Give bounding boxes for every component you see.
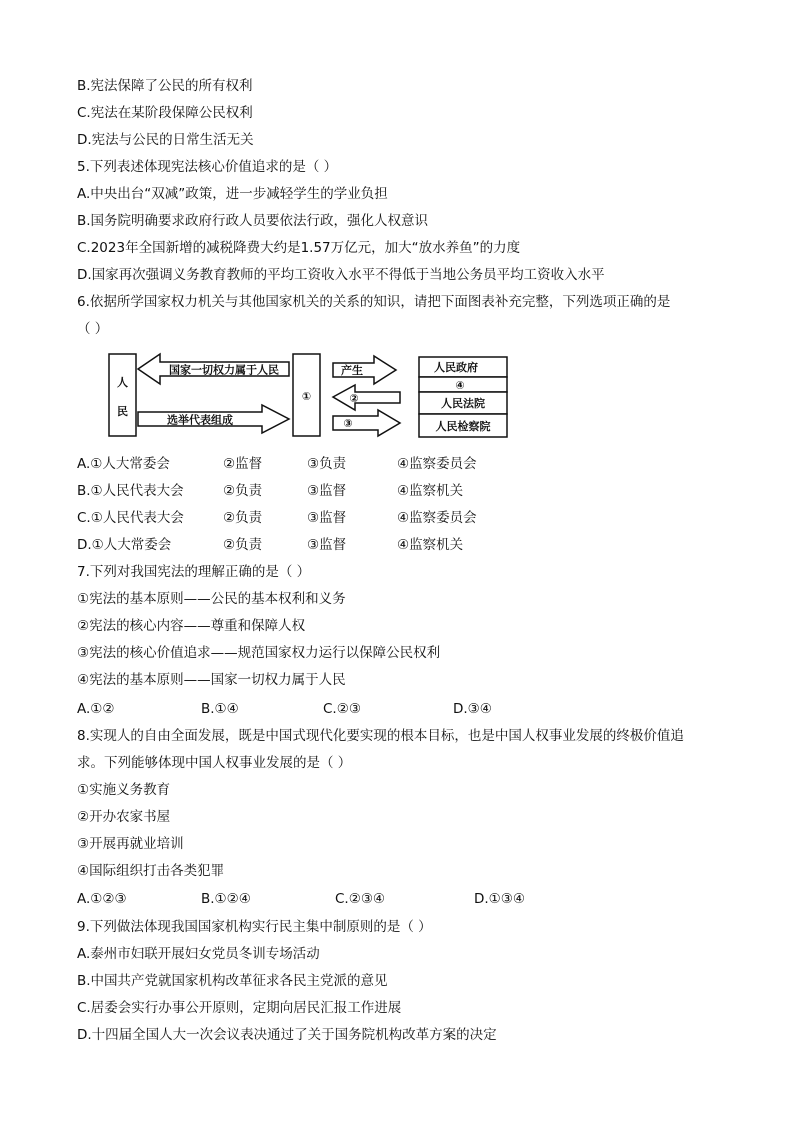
q9-option-a: A.泰州市妇联开展妇女党员冬训专场活动 [77,946,320,962]
q6-option-c [77,509,737,527]
question-9-stem: 9.下列做法体现我国国家机构实行民主集中制原则的是（ ） [77,919,432,935]
arrow-2 [333,385,400,410]
org-government-label: 人民政府 [434,361,478,374]
election-arrow-label: 选举代表组成 [167,413,233,427]
q9-option-b: B.中国共产党就国家机构改革征求各民主党派的意见 [77,973,388,989]
q5-option-d: D.国家再次强调义务教育教师的平均工资收入水平不得低于当地公务员平均工资收入水平 [77,267,605,283]
q6-d-3: ③监督 [307,537,347,553]
q4-option-b: B.宪法保障了公民的所有权利 [77,78,253,94]
q7-options [77,700,737,718]
q6-a-1: A.①人大常委会 [77,456,170,472]
center-label: ① [301,390,312,403]
q7-option-d: D.③④ [453,701,492,717]
q8-statement-3: ③开展再就业培训 [77,836,184,852]
q7-statement-3: ③宪法的核心价值追求——规范国家权力运行以保障公民权利 [77,645,441,661]
q4-option-c: C.宪法在某阶段保障公民权利 [77,105,253,121]
q6-d-4: ④监察机关 [397,537,464,553]
q6-b-2: ②负责 [223,483,263,499]
q4-option-d: D.宪法与公民的日常生活无关 [77,132,254,148]
q7-statement-1: ①宪法的基本原则——公民的基本权利和义务 [77,591,346,607]
question-7-stem: 7.下列对我国宪法的理解正确的是（ ） [77,564,311,580]
q6-a-4: ④监察委员会 [397,456,477,472]
q8-option-d: D.①③④ [474,891,525,907]
q6-c-1: C.①人民代表大会 [77,510,184,526]
q8-statement-4: ④国际组织打击各类犯罪 [77,863,225,879]
power-relations-diagram [108,352,510,440]
sovereignty-arrow-label: 国家一切权力属于人民 [169,363,279,377]
q7-statement-4: ④宪法的基本原则——国家一切权力属于人民 [77,672,346,688]
q6-c-4: ④监察委员会 [397,510,477,526]
q7-statement-2: ②宪法的核心内容——尊重和保障人权 [77,618,306,634]
arrow-2-label: ② [349,392,359,405]
q8-options [77,890,737,908]
q6-option-d [77,536,737,554]
q8-option-a: A.①②③ [77,891,127,907]
q6-option-b [77,482,737,500]
question-6-stem: 6.依据所学国家权力机关与其他国家机关的关系的知识，请把下面图表补充完整，下列选项正确的是 [77,294,671,310]
q5-option-b: B.国务院明确要求政府行政人员要依法行政，强化人权意识 [77,213,429,229]
produce-arrow-label: 产生 [341,364,363,377]
question-5-stem: 5.下列表述体现宪法核心价值追求的是（ ） [77,159,338,175]
q6-b-1: B.①人民代表大会 [77,483,184,499]
q9-option-d: D.十四届全国人大一次会议表决通过了关于国务院机构改革方案的决定 [77,1027,497,1043]
q6-c-2: ②负责 [223,510,263,526]
people-char-1: 人 [117,376,128,389]
people-char-2: 民 [117,405,128,418]
q6-option-a [77,455,737,473]
q9-option-c: C.居委会实行办事公开原则，定期向居民汇报工作进展 [77,1000,402,1016]
q8-statement-1: ①实施义务教育 [77,782,171,798]
q6-b-4: ④监察机关 [397,483,464,499]
q7-option-c: C.②③ [323,701,361,717]
q6-a-2: ②监督 [223,456,263,472]
q5-option-c: C.2023年全国新增的减税降费大约是1.57万亿元，加大“放水养鱼”的力度 [77,240,521,256]
q8-option-b: B.①②④ [201,891,251,907]
q6-c-3: ③监督 [307,510,347,526]
org-procuratorate-label: 人民检察院 [435,420,491,433]
q8-option-c: C.②③④ [335,891,386,907]
q8-statement-2: ②开办农家书屋 [77,809,171,825]
arrow-3-label: ③ [343,417,353,430]
q7-option-b: B.①④ [201,701,239,717]
org-4-label: ④ [455,379,465,392]
q6-b-3: ③监督 [307,483,347,499]
question-6-stem-cont: （ ） [77,321,109,337]
org-court-label: 人民法院 [441,397,485,410]
q5-option-a: A.中央出台“双减”政策，进一步减轻学生的学业负担 [77,186,388,202]
q6-d-1: D.①人大常委会 [77,537,172,553]
q6-d-2: ②负责 [223,537,263,553]
q7-option-a: A.①② [77,701,115,717]
question-8-stem: 8.实现人的自由全面发展，既是中国式现代化要实现的根本目标，也是中国人权事业发展的终极价值追 [77,728,684,744]
people-box [109,354,136,436]
q6-a-3: ③负责 [307,456,347,472]
question-8-stem-cont: 求。下列能够体现中国人权事业发展的是（ ） [77,755,352,771]
